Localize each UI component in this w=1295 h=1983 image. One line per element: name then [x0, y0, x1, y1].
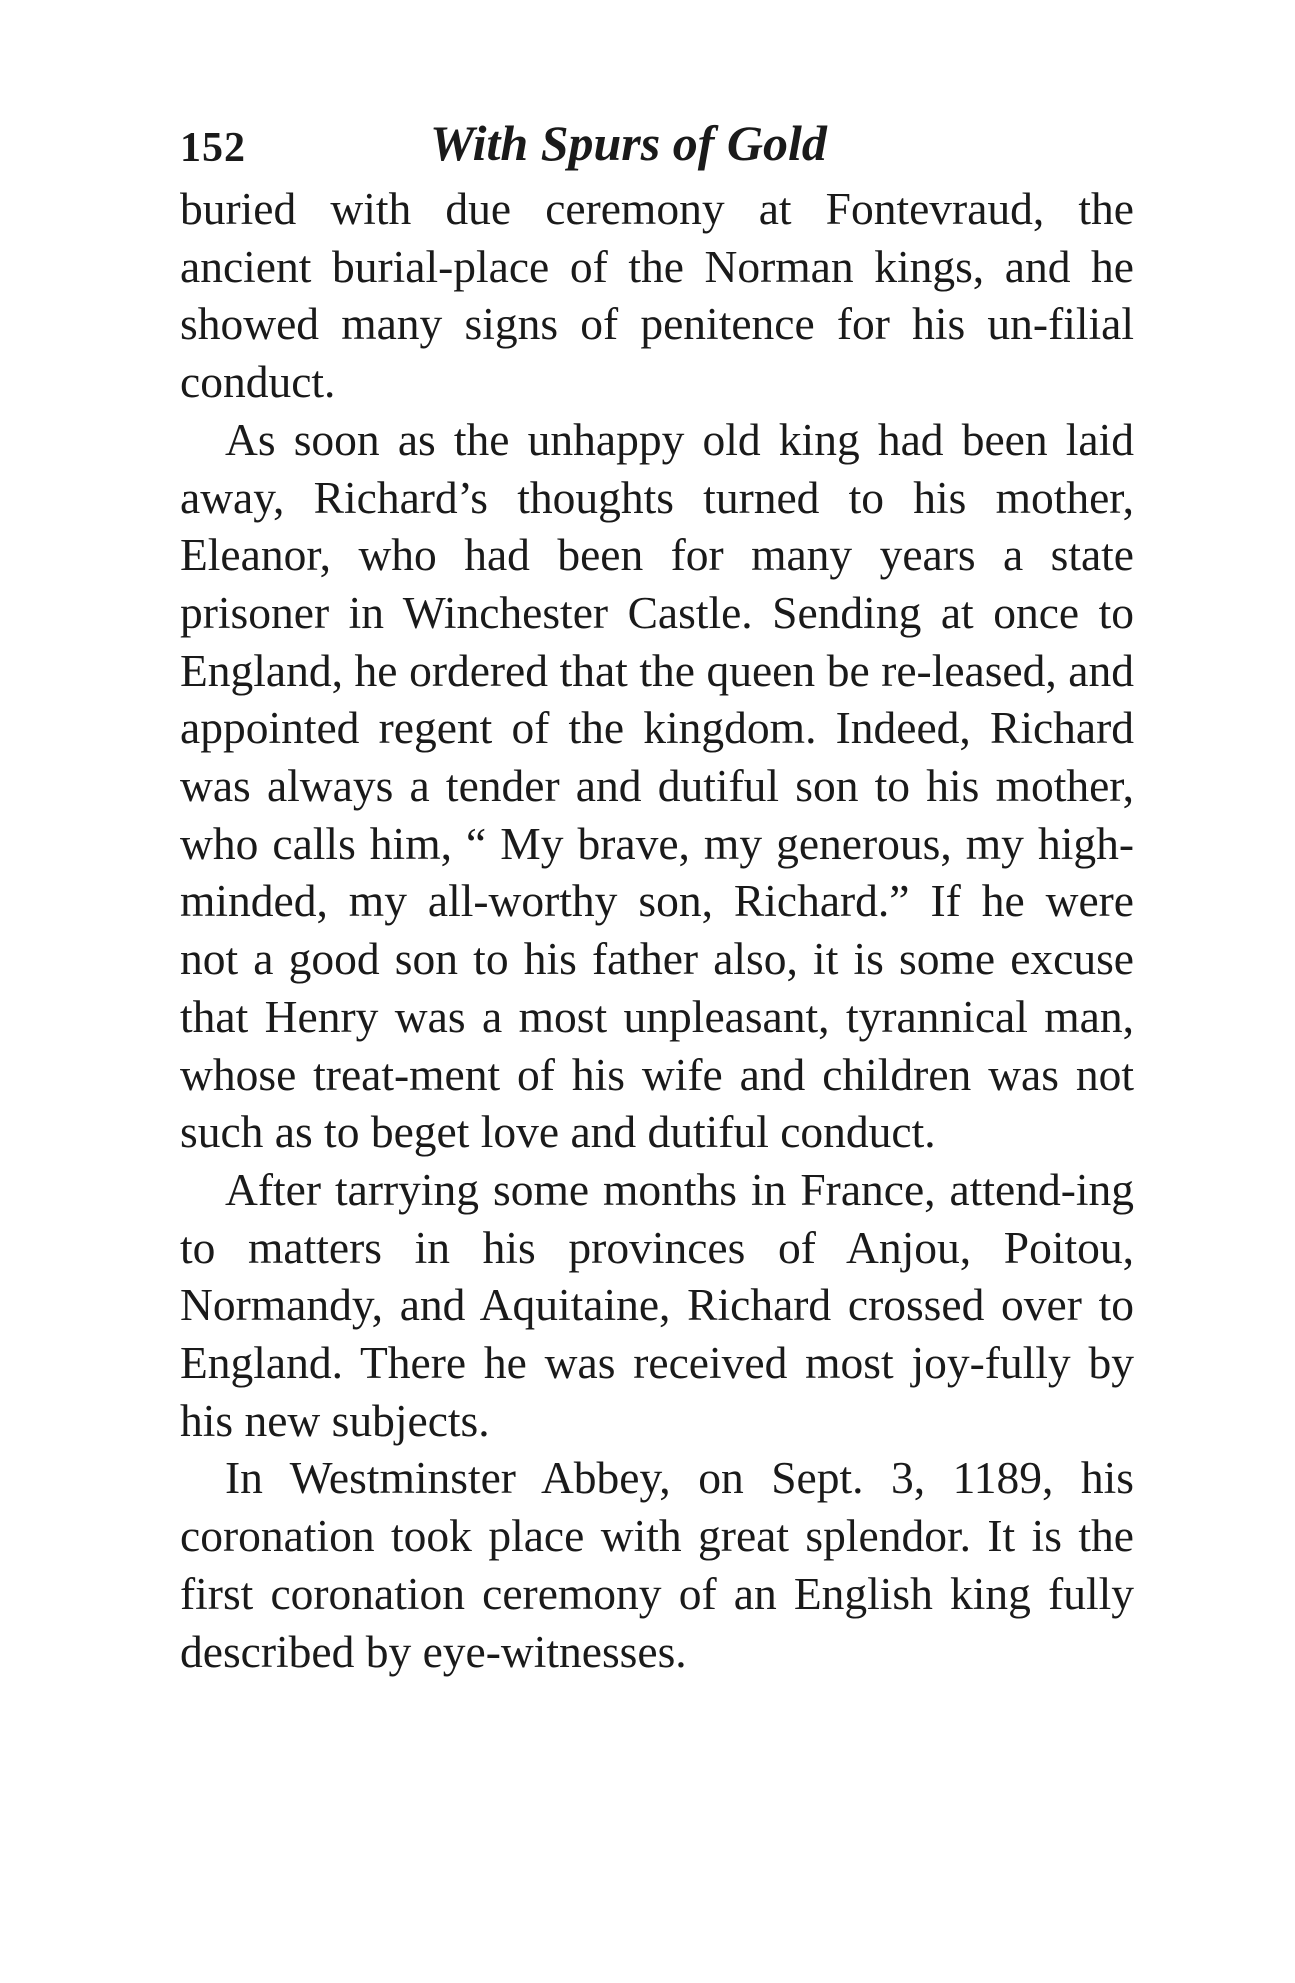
page-number: 152 — [180, 125, 246, 171]
book-title: With Spurs of Gold — [430, 115, 827, 171]
paragraph: In Westminster Abbey, on Sept. 3, 1189, his coronation took place with great splendor. It is the first coronation ceremony of an English king fully described by eye-witnesses. — [180, 1452, 1134, 1677]
paragraph: As soon as the unhappy old king had been laid away, Richard’s thoughts turned to his mother, Eleanor, who had been for many years a state prisoner in Winchester Castle. Sending at once to England, he ordered that the queen be re-leased, and appointed regent of the kingdom. Indeed, Richard was always a tender and dutiful son to his mother, who calls him, “ My brave, my generous, my high-minded, my all-worthy son, Richard.” If he were not a good son to his father also, it is some excuse that Henry was a most unpleasant, tyrannical man, whose treat-ment of his wife and children was not such as to beget love and dutiful conduct. — [180, 413, 1134, 1158]
paragraph-continued: buried with due ceremony at Fontevraud, the ancient burial-place of the Norman kings, and he showed many signs of penitence for his un-filial conduct. — [180, 183, 1134, 408]
body-text — [180, 180, 1134, 1680]
book-page — [180, 100, 1134, 1680]
running-head — [180, 100, 1134, 180]
paragraph: After tarrying some months in France, attend-ing to matters in his provinces of Anjou, Poitou, Normandy, and Aquitaine, Richard crossed over to England. There he was received most joy-fully by his new subjects. — [180, 1163, 1134, 1446]
